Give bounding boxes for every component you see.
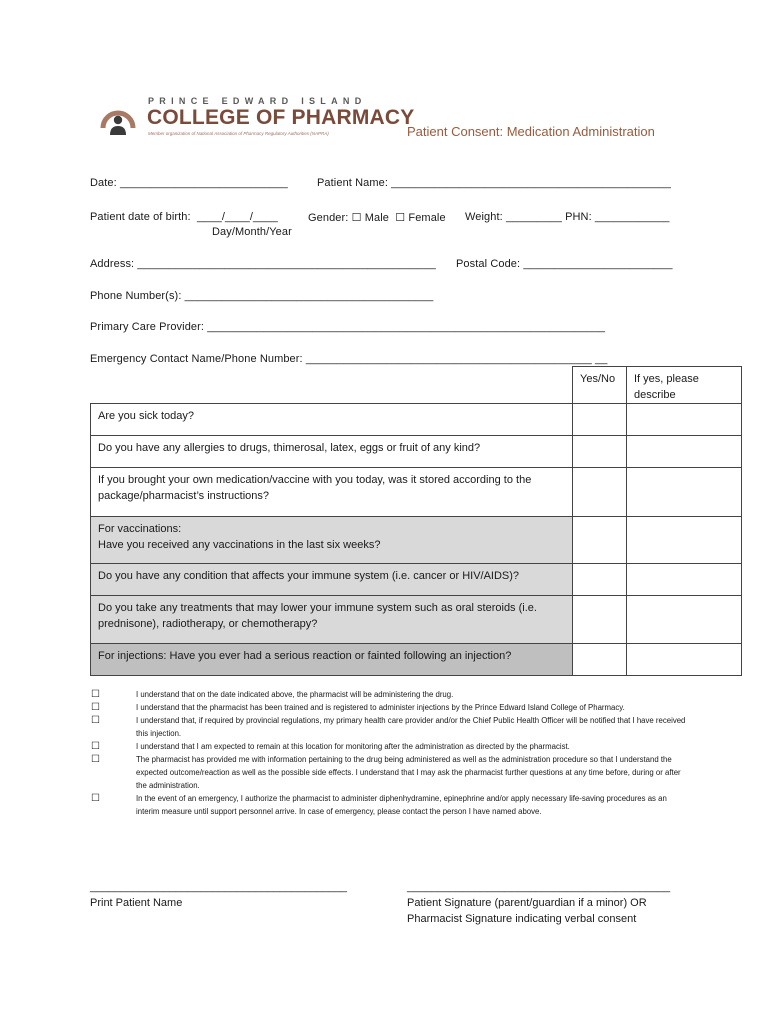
answer-describe-cell[interactable] — [627, 644, 742, 676]
logo-org-sub: Member organization of National Association of Pharmacy Regulatory Authorities (NAPRA) — [148, 131, 329, 136]
consent-text: I understand that on the date indicated above, the pharmacist will be administering the drug. — [136, 690, 454, 699]
question-immune-treatments: Do you take any treatments that may lower your immune system such as oral steroids (i.e. prednisone), radiotherapy, or chemotherapy? — [91, 596, 573, 644]
consent-text: The pharmacist has provided me with information pertaining to the drug being administered as well as the administration procedure so that I understand the expected outcome/reaction as well as the possible side effects. I understand that I may ask the pharmacist further questions at any time before, during or after the administration. — [136, 755, 681, 790]
answer-describe-cell[interactable] — [627, 564, 742, 596]
gender-field[interactable]: Gender: ☐ Male ☐ Female — [308, 212, 446, 224]
answer-yes-no-cell[interactable] — [573, 517, 627, 564]
table-row — [91, 517, 742, 564]
col-header-describe: If yes, please describe — [627, 367, 742, 404]
answer-yes-no-cell[interactable] — [573, 436, 627, 468]
logo-org-main: COLLEGE OF PHARMACY — [147, 106, 415, 129]
table-header-row — [91, 367, 742, 404]
table-row — [91, 596, 742, 644]
patient-signature-label: Patient Signature (parent/guardian if a minor) OR — [407, 897, 647, 909]
checkbox[interactable]: ☐ — [91, 702, 100, 713]
print-patient-name-label: Print Patient Name — [90, 897, 183, 909]
checkbox[interactable]: ☐ — [91, 715, 100, 726]
phone-field[interactable]: Phone Number(s): ________________________________________ — [90, 290, 434, 302]
logo-org-top: PRINCE EDWARD ISLAND — [148, 96, 367, 106]
list-item — [90, 740, 690, 753]
question-own-medication-storage: If you brought your own medication/vaccine with you today, was it stored according to the package/pharmacist’s instructions? — [91, 468, 573, 517]
answer-describe-cell[interactable] — [627, 404, 742, 436]
table-row — [91, 468, 742, 517]
list-item — [90, 792, 690, 818]
screening-questions-table — [90, 366, 742, 676]
question-recent-vaccinations-text: Have you received any vaccinations in the last six weeks? — [98, 539, 381, 551]
answer-yes-no-cell[interactable] — [573, 404, 627, 436]
patient-name-signature-line[interactable]: __________________________________________ — [90, 881, 347, 893]
col-header-yes-no: Yes/No — [573, 367, 627, 404]
primary-care-field[interactable]: Primary Care Provider: ________________________________________________________________ — [90, 321, 606, 333]
consent-text: I understand that I am expected to remain at this location for monitoring after the administration as directed by the pharmacist. — [136, 742, 570, 751]
answer-describe-cell[interactable] — [627, 468, 742, 517]
patient-name-field[interactable]: Patient Name: _____________________________________________ — [317, 177, 671, 189]
list-item — [90, 714, 690, 740]
answer-yes-no-cell[interactable] — [573, 468, 627, 517]
answer-yes-no-cell[interactable] — [573, 564, 627, 596]
date-field[interactable]: Date: ___________________________ — [90, 177, 288, 189]
checkbox[interactable]: ☐ — [91, 793, 100, 804]
answer-describe-cell[interactable] — [627, 596, 742, 644]
question-injection-reaction: For injections: Have you ever had a serious reaction or fainted following an injection? — [91, 644, 573, 676]
consent-text: In the event of an emergency, I authorize the pharmacist to administer diphenhydramine, epinephrine and/or apply necessary life-saving procedures as an interim measure until support personnel arrive. In case of emergency, please contact the person I have named above. — [136, 794, 667, 816]
dob-format-label: Day/Month/Year — [212, 226, 292, 238]
college-logo-icon — [100, 98, 136, 140]
section-label-vaccinations: For vaccinations: — [98, 523, 182, 535]
list-item — [90, 701, 690, 714]
consent-text: I understand that the pharmacist has been trained and is registered to administer injections by the Prince Edward Island College of Pharmacy. — [136, 703, 625, 712]
list-item — [90, 688, 690, 701]
question-sick-today: Are you sick today? — [91, 404, 573, 436]
answer-yes-no-cell[interactable] — [573, 596, 627, 644]
checkbox[interactable]: ☐ — [91, 689, 100, 700]
question-immune-condition: Do you have any condition that affects your immune system (i.e. cancer or HIV/AIDS)? — [91, 564, 573, 596]
table-row — [91, 436, 742, 468]
answer-describe-cell[interactable] — [627, 436, 742, 468]
table-row — [91, 644, 742, 676]
document-title: Patient Consent: Medication Administration — [407, 124, 655, 139]
checkbox[interactable]: ☐ — [91, 741, 100, 752]
consent-checklist — [90, 688, 690, 818]
table-row — [91, 404, 742, 436]
question-allergies: Do you have any allergies to drugs, thimerosal, latex, eggs or fruit of any kind? — [91, 436, 573, 468]
table-row — [91, 564, 742, 596]
address-field[interactable]: Address: ________________________________________________ — [90, 258, 436, 270]
consent-text: I understand that, if required by provincial regulations, my primary health care provider and/or the Chief Public Health Officer will be notified that I have received this injection. — [136, 716, 686, 738]
signature-line[interactable]: ___________________________________________ — [407, 881, 671, 893]
question-recent-vaccinations — [91, 517, 573, 564]
answer-describe-cell[interactable] — [627, 517, 742, 564]
dob-field[interactable]: Patient date of birth: ____/____/____ — [90, 211, 278, 223]
postal-code-field[interactable]: Postal Code: ________________________ — [456, 258, 673, 270]
checkbox[interactable]: ☐ — [91, 754, 100, 765]
weight-phn-field[interactable]: Weight: _________ PHN: ____________ — [465, 211, 670, 223]
answer-yes-no-cell[interactable] — [573, 644, 627, 676]
list-item — [90, 753, 690, 792]
pharmacist-signature-label: Pharmacist Signature indicating verbal consent — [407, 913, 637, 925]
emergency-contact-field[interactable]: Emergency Contact Name/Phone Number: ______________________________________________ __ — [90, 353, 608, 365]
